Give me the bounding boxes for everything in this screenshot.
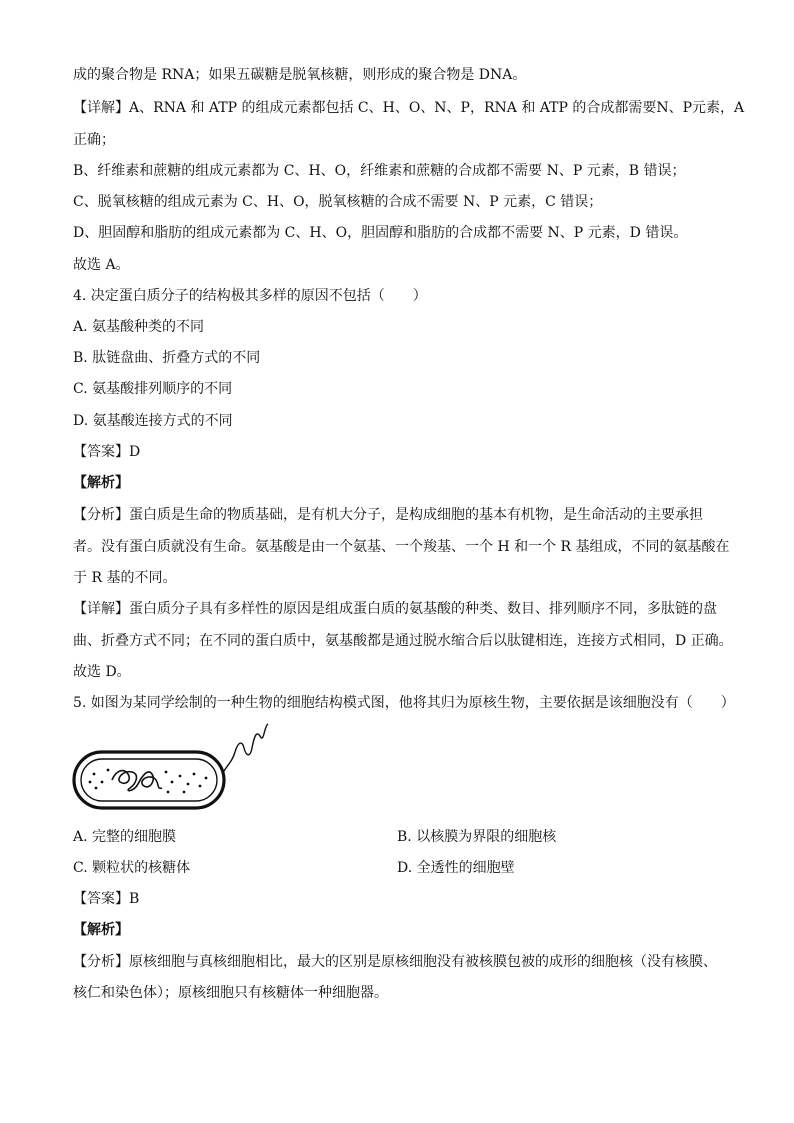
analysis-line: 者。没有蛋白质就没有生命。氨基酸是由一个氨基、一个羧基、一个 H 和一个 R 基组成，不同的氨基酸在	[73, 539, 730, 555]
text-line: D、胆固醇和脂肪的组成元素都为 C、H、O，胆固醇和脂肪的合成都不需要 N、P 元素，D 错误。	[73, 225, 688, 241]
detail-paragraph-line: 【详解】A、RNA 和 ATP 的组成元素都包括 C、H、O、N、P，RNA 和 ATP 的合成都需要N、P元素，A	[73, 100, 745, 116]
cell-membrane-icon	[81, 759, 217, 801]
analysis-line: 于 R 基的不同。	[73, 570, 177, 586]
option-d: D. 全透性的细胞壁	[397, 860, 515, 876]
option-c: C. 氨基酸排列顺序的不同	[73, 381, 233, 397]
detail-paragraph-line: 曲、折叠方式不同；在不同的蛋白质中，氨基酸都是通过脱水缩合后以肽键相连，连接方式相同，D 正确。	[73, 633, 733, 649]
option-d: D. 氨基酸连接方式的不同	[73, 413, 233, 429]
analysis-line: 【分析】原核细胞与真核细胞相比，最大的区别是原核细胞没有被核膜包被的成形的细胞核（没有核膜、	[73, 954, 717, 970]
option-a: A. 完整的细胞膜	[73, 829, 177, 845]
conclusion-line: 故选 D。	[73, 664, 131, 680]
conclusion-line: 故选 A。	[73, 257, 130, 273]
option-b: B. 以核膜为界限的细胞核	[397, 829, 557, 845]
text-line: 正确；	[73, 132, 115, 148]
text-line: B、纤维素和蔗糖的组成元素都为 C、H、O，纤维素和蔗糖的合成都不需要 N、P 元素，B 错误；	[73, 163, 686, 179]
text-line: 成的聚合物是 RNA；如果五碳糖是脱氧核糖，则形成的聚合物是 DNA。	[73, 67, 527, 83]
analysis-line: 【分析】蛋白质是生命的物质基础，是有机大分子，是构成细胞的基本有机物，是生命活动的主要承担	[73, 507, 703, 523]
answer-label: 【答案】B	[73, 891, 140, 907]
flagellum-icon	[222, 724, 268, 774]
question-5-stem: 5. 如图为某同学绘制的一种生物的细胞结构模式图，他将其归为原核生物，主要依据是该细胞没有（ ）	[73, 695, 735, 711]
option-c: C. 颗粒状的核糖体	[73, 860, 191, 876]
analysis-line: 核仁和染色体）；原核细胞只有核糖体一种细胞器。	[73, 985, 388, 1001]
detail-paragraph-line: 【详解】蛋白质分子具有多样性的原因是组成蛋白质的氨基酸的种类、数目、排列顺序不同，多肽链的盘	[73, 601, 717, 617]
text-line: C、脱氧核糖的组成元素为 C、H、O，脱氧核糖的合成不需要 N、P 元素，C 错误；	[73, 194, 603, 210]
question-4-stem: 4. 决定蛋白质分子的结构极其多样的原因不包括（ ）	[73, 288, 427, 304]
nucleoid-dna-icon	[112, 771, 162, 791]
option-a: A. 氨基酸种类的不同	[73, 319, 205, 335]
option-b: B. 肽链盘曲、折叠方式的不同	[73, 350, 261, 366]
prokaryotic-cell-diagram	[72, 722, 272, 814]
answer-label: 【答案】D	[73, 444, 141, 460]
analysis-heading: 【解析】	[73, 475, 129, 491]
analysis-heading: 【解析】	[73, 922, 129, 938]
